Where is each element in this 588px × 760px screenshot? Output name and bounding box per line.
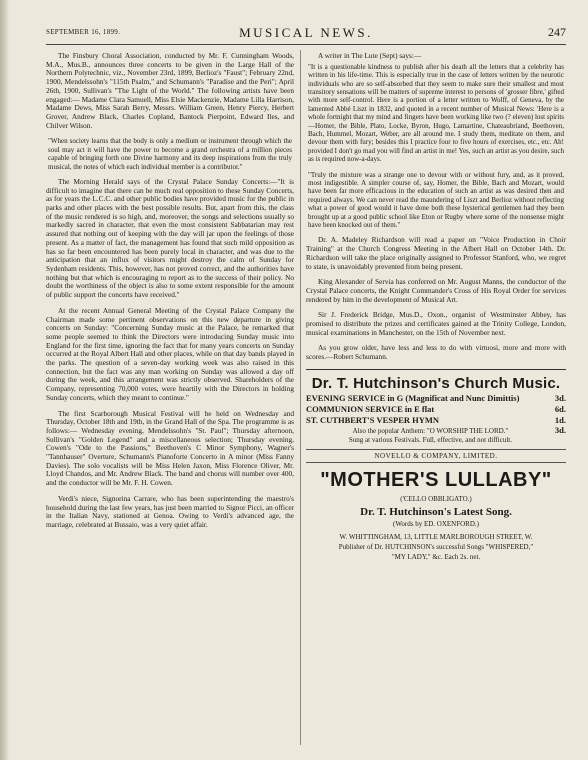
ad-item-row [306,393,566,404]
crystal-palace-meeting-paragraph: At the recent Annual General Meeting of the Crystal Palace Company the Chairman made some pertinent observations on this new departure in giving concerts on Sunday: "Concerning Sunday music at the Palace, he remarked that some people seemed to think the Directors were introducing Sunday music into England for the first time, ignoring the fact that for many years concerts on Sunday occurred at the Royal Albert Hall and other places, while on that day bands played in the parks. The question of a seven-day working week was also raised in this connection, but the fact was any man working on Sunday was allowed a day off during the week, and this arrangement was strictly observed. Shareholders of the Company, representing 70,000 votes, were heartily with the Directors in holding Sunday concerts, which they meant to continue." [46,305,295,402]
ad-item-name: COMMUNION SERVICE in E flat [306,403,435,414]
lullaby-ad-address: W. WHITTINGHAM, 13, LITTLE MARLBOROUGH STREET, W. [339,532,533,541]
ad-item-price: 1d. [554,414,566,425]
frederick-bridge-paragraph: Sir J. Frederick Bridge, Mus.D., Oxon., organist of Westminster Abbey, has promised to distribute the prizes and certificates gained at the Trinity College, London, musical examinations in Manchester, on the 15th of November next. [306,310,566,337]
lullaby-ad-subtitle: ('CELLO OBBLIGATO.) [400,494,472,503]
liszt-letter-paragraph: "It is a questionable kindness to publish after his death all the letters that a celebrity has written in his life-time. This is especially true in the case of letters written by the neurotic individuals who are so self-absorbed that they seem to make sure their smallest and most transitory sensations will be matters of supreme interest to persons of 'grosser fibre,' gifted with more self-control. Here is a portion of a letter written to Wolff, of Geneva, by the lamented Abbé Liszt in 1832, and quoted in a recent number of Musical News: 'Here is a whole fortnight that my mind and fingers have been working like two (? eleven) lost spirits—Homer, the Bible, Plato, Locke, Byron, Hugo, Lamartine, Chateaubriand, Beethoven, Bach, Hummel, Mozart, Weber, are all around me. I study them, meditate on them, and devour them with fury; besides this I practice four to five hours of exercises, etc., etc. Ah! provided I don't go mad you will find an artist in me! Yes, such an artist as you desire, such as is required now-a-days. [308,62,564,164]
church-music-ad-title: Dr. T. Hutchinson's Church Music. [311,374,561,392]
ad-item-row [306,404,566,415]
lullaby-ad-publisher-line: Publisher of Dr. HUTCHINSON's successful Songs "WHISPERED," [338,542,534,551]
ad-item-name: ST. CUTHBERT'S VESPER HYMN [306,414,440,425]
lullaby-ad-price-line: "MY LADY," &c. Each 2s. net. [391,552,481,561]
lullaby-advertisement [306,469,566,562]
ad-anthem-subnote: Sung at various Festivals. Full, effective, and not difficult. [348,435,512,444]
issue-date: SEPTEMBER 16, 1899. [46,28,121,36]
journal-title: MUSICAL NEWS. [239,25,373,40]
lullaby-ad-words: (Words by ED. OXENFORD.) [393,519,479,528]
page-number: 247 [548,25,566,39]
madeley-richardson-paragraph: Dr. A. Madeley Richardson will read a paper on "Voice Production in Choir Training" at the Church Congress Meeting in the Albert Hall on October 14th. Dr. Richardson will take the place originally assigned to Professor Stanford, who, we regret to state, is unavoidably prevented from being present. [306,235,566,271]
page-binding-edge [0,0,9,760]
ad-anthem-note: Also the popular Anthem: "O WORSHIP THE LORD." [352,426,509,435]
ad-item-name: EVENING SERVICE in G (Magnificat and Nunc Dimittis) [306,392,520,403]
left-column [46,52,294,537]
morning-herald-paragraph: The Morning Herald says of the Crystal Palace Sunday Concerts:—"It is difficult to imagine that there can be much real opposition to these Sunday Concerts, as for years the L.C.C. and other public bodies have provided music for the public in parks and other places with the best possible results. But, apart from this, the class of the music rendered is so high, and, moreover, the songs and selections usually so markedly sacred in character, that even the most consistent Sabbatarian may rest assured that nothing out of keeping with the day will jar upon the feelings of those present. As a matter of fact, the management has found that such mild opposition as has so far been encountered has been purely local in character, and was due to the anticipation that an influx of visitors might destroy the calm of Sunday for Sydenham residents. This, however, has not proved correct, and the authorities have nothing but that which is encouraging to report as to the success of their policy. No doubt the worthiness of the object is also to some extent responsible for the amount of public support the concerts have received." [46,176,294,300]
verdi-niece-paragraph: Verdi's niece, Signorina Carrare, who has been superintending the maestro's household during the last few years, has just been married to Signor Picci, an officer in the Italian Navy, stationed at Genoa. Owing to Verdi's advanced age, the marriage, celebrated at Bussaio, was a very quiet affair. [46,493,294,529]
lullaby-ad-title: "MOTHER'S LULLABY" [320,468,552,491]
schumann-quote: As you grow older, have less and less to do with virtuosi, more and more with scores.—Robert Schumann. [306,343,566,362]
scarborough-festival-paragraph: The first Scarborough Musical Festival will be held on Wednesday and Thursday, October 18th and 19th, in the Grand Hall of the Spa. The programme is as follows:— Wednesday evening, Mendelssohn's "St. Paul"; Thursday afternoon, Sullivan's "Golden Legend" and a miscellaneous selection; Thursday evening, Cowen's "Ode to the Passions," Beethoven's C Minor Symphony, Wagner's "Tannhauser" Overture, Schumann's Pianoforte Concerto in A minor (Miss Fanny Davies). The solo vocalists will be Miss Helen Jaxon, Miss Florence Oliver, Mr. Lloyd Chandos, and Mr. Andrew Black. The band and chorus will number over 400, and the conductor will be Mr. F. H. Cowen. [46,408,294,488]
lute-commentary-paragraph: "Truly the mixture was a strange one to devour with or without fury, and, as it proved, most indigestible. A simpler course of, say, Homer, the Bible, Bach and Mozart, would have been far more efficacious in the education of such an artist as was desired then and required always. We can never read the maundering of Liszt and Berlioz without reflecting what a power of good would it have done both these hysterical gentlemen had they been brought up at a good public school like Eton or Rugby where some of the nonsense might have been knocked out of them." [308,170,564,230]
ad-item-row [306,415,566,426]
king-alexander-paragraph: King Alexander of Servia has conferred on Mr. August Manns, the conductor of the Crystal Palace concerts, the Knight Commander's Cross of His Royal Order for services rendered by him in the development of Musical Art. [306,277,566,304]
column-divider [300,50,301,745]
ad-item-price: 6d. [554,403,566,414]
page-header [46,25,566,41]
church-music-advertisement [306,369,566,463]
ad-publisher: NOVELLO & COMPANY, LIMITED. [306,449,566,463]
ad-anthem-price: 3d. [554,424,566,435]
society-quote-paragraph: "When society learns that the body is only a medium or instrument through which the soul may act it will have the power to become a grand orchestra of a million pieces capable of bringing forth one Divine harmony and its deep inspirations from the truly musical, the notes of which each individual member is a contributor." [48,137,292,171]
right-column [306,52,566,562]
lullaby-ad-song: Dr. T. Hutchinson's Latest Song. [360,505,512,518]
ad-item-price: 3d. [554,392,566,403]
header-rule [46,44,566,45]
lute-intro-paragraph: A writer in The Lute (Sept) says:— [318,51,422,60]
finsbury-choral-paragraph: The Finsbury Choral Association, conducted by Mr. F. Cunningham Woods, M.A., Mus.B., announces three concerts to be given in the Large Hall of the Northern Polytechnic, viz., November 23rd, 1899, Berlioz's "Faust"; February 22nd, 1900, Mendelssohn's "115th Psalm," and Schumann's "Paradise and the Peri"; April 26th, 1900, Sullivan's "The Light of the World." The following artists have been engaged:— Madame Clara Samuell, Miss Elsie Mackenzie, Madame Lilla Harrison, Madame Dews, Miss Sarah Berry, Messrs. William Green, Henry Piercy, Herbert Grover, Andrew Black, Charles Copland, Bantock Pierpoint, Edward Iles, and Chilver Wilson. [46,51,294,130]
ad-anthem-row [306,426,566,445]
